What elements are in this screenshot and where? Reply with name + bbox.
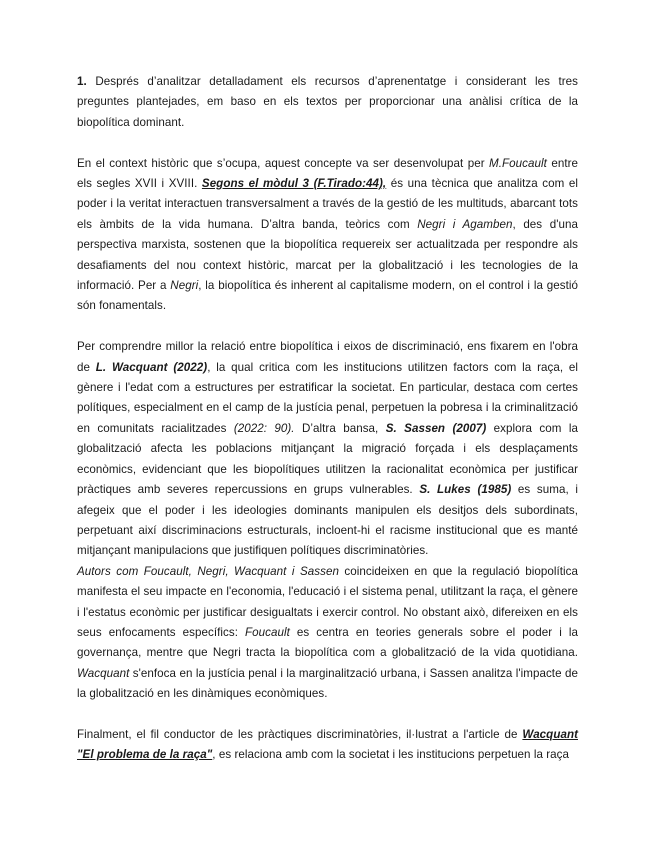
author-wacquant-link: Wacquant	[522, 727, 578, 741]
author-lukes-1985: S. Lukes (1985)	[419, 483, 512, 497]
paragraph-gap	[77, 133, 578, 153]
authors-list: Autors com Foucault, Negri, Wacquant i Sassen	[77, 564, 339, 578]
paragraph-authors-comparison: Autors com Foucault, Negri, Wacquant i Sassen coincideixen en que la regulació biopolítica manifesta el seu impacte en l'economia, l'educació i el sistema penal, utilitzant la raça, el gènere i l'estatus econòmic per justificar desigualtats i exercir control. No obstant això, difereixen en els seus enfocaments específics: Foucault es centra en teories generals sobre el poder i la governança, mentre que Negri tracta la biopolítica com a globalització de la vida quotidiana. Wacquant s'enfoca en la justícia penal i la marginalització urbana, i Sassen analitza l'impacte de la globalització en les dinàmiques econòmiques.	[77, 564, 579, 701]
paragraph-intro: 1. Després d’analitzar detalladament els recursos d’aprenentatge i considerant les tres preguntes plantejades, em baso en els textos per proporcionar una anàlisi crítica de la biopolítica dominant.	[77, 75, 578, 129]
paragraph-discrimination-axes: Per comprendre millor la relació entre biopolítica i eixos de discriminació, ens fixarem en l'obra de L. Wacquant (2022), la qual critica com les institucions utilitzen factors com la raça, el gènere i l'edat com a estructures per estratificar la societat. En particular, destaca com certes polítiques, especialment en el camp de la justícia penal, perpetuen la pobresa i la criminalització en comunitats racialitzades (2022: 90). D’altra bansa, S. Sassen (2007) explora com la globalització afecta les poblacions mitjançant la migració forçada i els desplaçaments econòmics, evidenciant que les biopolítiques utilitzen la racionalitat econòmica per justificar pràctiques amb severes repercussions en grups vulnerables. S. Lukes (1985) es suma, i afegeix que el poder i les ideologies dominants manipulen els desitjos dels subordinats, perpetuant així discriminacions estructurals, incloent-hi el racisme institucional que es manté mitjançant manipulacions que justifiquen polítiques discriminatòries.	[77, 340, 579, 558]
paragraph-conclusion: Finalment, el fil conductor de les pràctiques discriminatòries, il·lustrat a l'article de Wacquant "El problema de la raça", es relaciona amb com la societat i les institucions perpetuen la raça	[77, 727, 578, 762]
citation-2022-90: (2022: 90).	[233, 421, 295, 435]
paragraph-historical-context: En el context històric que s’ocupa, aquest concepte va ser desenvolupat per M.Foucault entre els segles XVII i XVIII. Segons el mòdul 3 (F.Tirado:44), és una tècnica que analitza com el poder i la veritat interactuen transversalment a través de la gestió de les multituds, abarcant tots els àmbits de la vida humana. D’altra banda, teòrics com Negri i Agamben, des d'una perspectiva marxista, sostenen que la biopolítica requereix ser actualitzada per respondre als desafiaments del nou context històric, marcat per la globalització i les tecnologies de la informació. Per a Negri, la biopolítica és inherent al capitalisme modern, on el control i la gestió són fonamentals.	[77, 156, 579, 313]
document-page	[77, 72, 578, 766]
author-foucault: M.Foucault	[489, 156, 547, 170]
reference-modul-3: Segons el mòdul 3 (F.Tirado:44),	[201, 177, 387, 191]
author-wacquant-2022: L. Wacquant (2022)	[95, 360, 208, 374]
author-wacquant: Wacquant	[77, 666, 130, 680]
article-title: "El problema de la raça"	[77, 748, 213, 762]
paragraph-gap	[77, 705, 578, 725]
author-negri-agamben: Negri i Agamben	[417, 217, 513, 231]
question-number: 1.	[77, 75, 87, 88]
author-sassen-2007: S. Sassen (2007)	[385, 421, 487, 435]
author-foucault: Foucault	[245, 625, 290, 639]
author-negri: Negri	[170, 279, 199, 293]
paragraph-gap	[77, 317, 578, 337]
